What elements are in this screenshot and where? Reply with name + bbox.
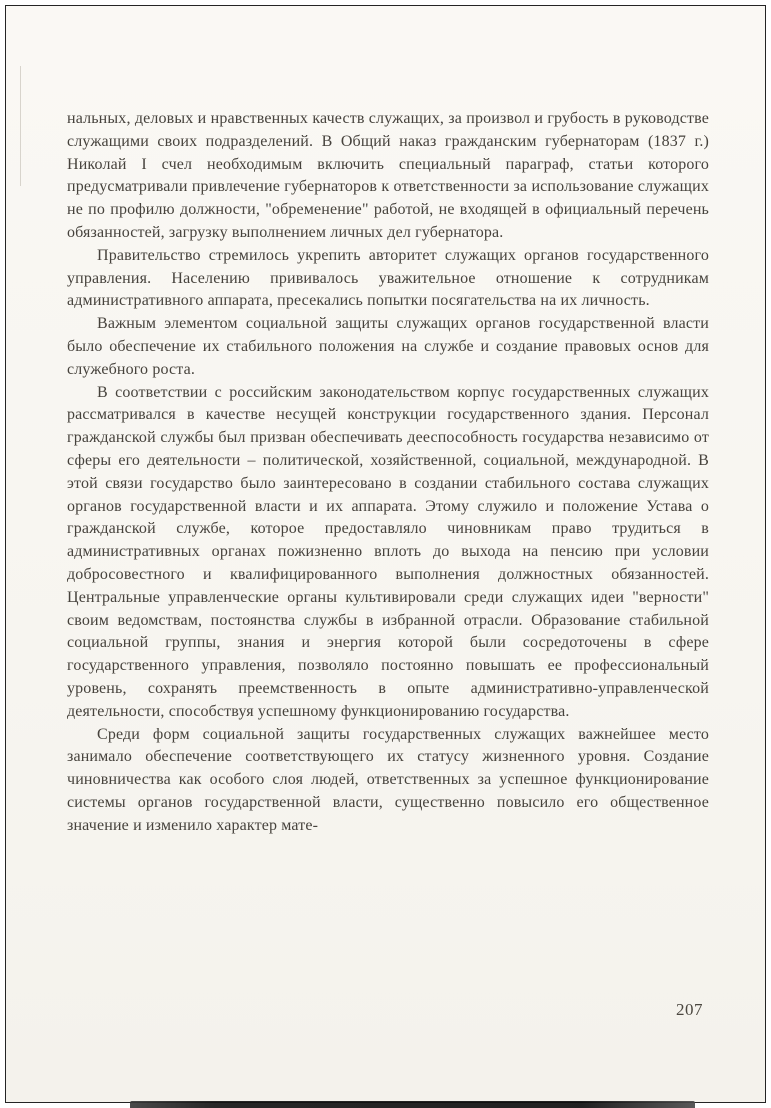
paragraph: Правительство стремилось укрепить авторитет служащих органов государственного управления. Населению прививалось уважительное отношение к сотрудникам административного аппарата, пресекались попытки посягательства на их личность.: [67, 246, 709, 310]
paragraph-continuation: нальных, деловых и нравственных качеств служащих, за произвол и грубость в руководстве служащими своих подразделений. В Общий наказ гражданским губернаторам (1837 г.) Николай I счел необходимым включить специальный параграф, статьи которого предусматривали привлечение губернаторов к ответственности за использование служащих не по профилю должности, "обременение" работой, не входящей в официальный перечень обязанностей, загрузку выполнением личных дел губернатора.: [67, 110, 709, 241]
paragraph: Среди форм социальной защиты государственных служащих важнейшее место занимало обеспечение соответствующего их статусу жизненного уровня. Создание чиновничества как особого слоя людей, ответственных за успешное функционирование системы органов государственной власти, существенно повысило его общественное значение и изменило характер мате-: [67, 725, 709, 834]
scan-bottom-shadow: [130, 1101, 695, 1108]
body-text: [67, 108, 709, 838]
scan-artifact-line: [20, 66, 21, 186]
page-number: 207: [676, 1000, 703, 1019]
paragraph: Важным элементом социальной защиты служащих органов государственной власти было обеспечение их стабильного положения на службе и создание правовых основ для служебного роста.: [67, 315, 709, 378]
paragraph: В соответствии с российским законодательством корпус государственных служащих рассматривался в качестве несущей конструкции государственного здания. Персонал гражданской службы был призван обеспечивать дееспособность государства независимо от сферы его деятельности – политической, хозяйственной, социальной, международной. В этой связи государство было заинтересовано в создании стабильного состава служащих органов государственной власти и их аппарата. Этому служило и положение Устава о гражданской службе, которое предоставляло чиновникам право трудиться в административных органах пожизненно вплоть до выхода на пенсию при условии добросовестного и квалифицированного выполнения должностных обязанностей. Центральные управленческие органы культивировали среди служащих идеи "верности" своим ведомствам, постоянства службы в избранной отрасли. Образование стабильной социальной группы, знания и энергия которой были сосредоточены в сфере государственного управления, позволяло постоянно повышать ее профессиональный уровень, сохранять преемственность в опыте административно-управленческой деятельности, способствуя успешному функционированию государства.: [67, 383, 709, 720]
